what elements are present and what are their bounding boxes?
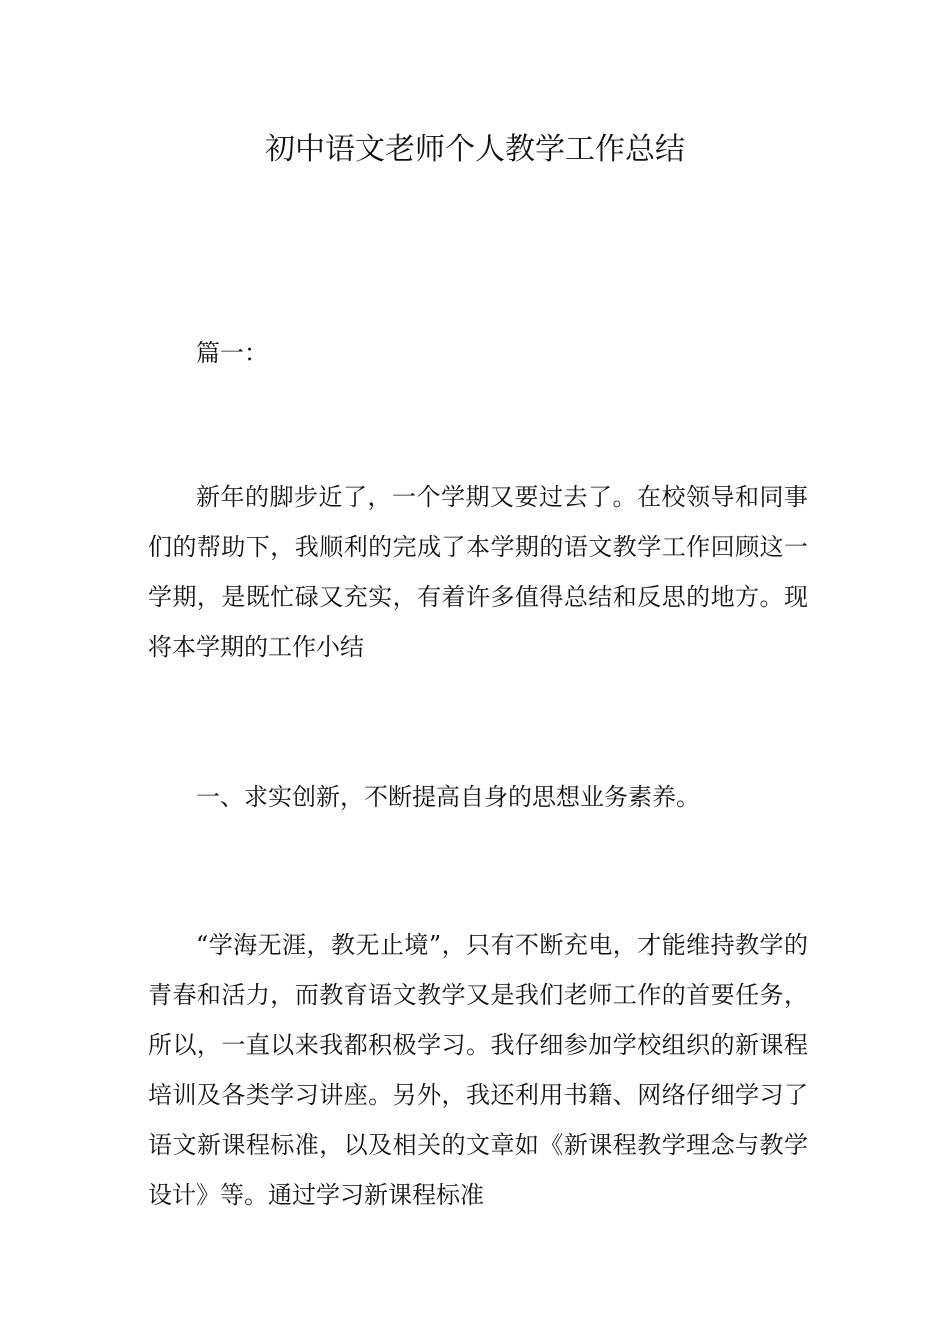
section-label: 篇一： (196, 339, 268, 367)
body-paragraph: “学海无涯，教无止境”，只有不断充电，才能维持教学的青春和活力，而教育语文教学又是我们老师工作的首要任务，所以，一直以来我都积极学习。我仔细参加学校组织的新课程培训及各类学习讲座。另外，我还利用书籍、网络仔细学习了语文新课程标准，以及相关的文章如《新课程教学理念与教学设计》等。通过学习新课程标准 (148, 931, 808, 1209)
section-heading: 一、求实创新，不断提高自身的思想业务素养。 (196, 783, 700, 811)
intro-paragraph: 新年的脚步近了，一个学期又要过去了。在校领导和同事们的帮助下，我顺利的完成了本学期的语文教学工作回顾这一学期，是既忙碌又充实，有着许多值得总结和反思的地方。现将本学期的工作小结 (148, 483, 808, 661)
document-title: 初中语文老师个人教学工作总结 (265, 132, 685, 167)
